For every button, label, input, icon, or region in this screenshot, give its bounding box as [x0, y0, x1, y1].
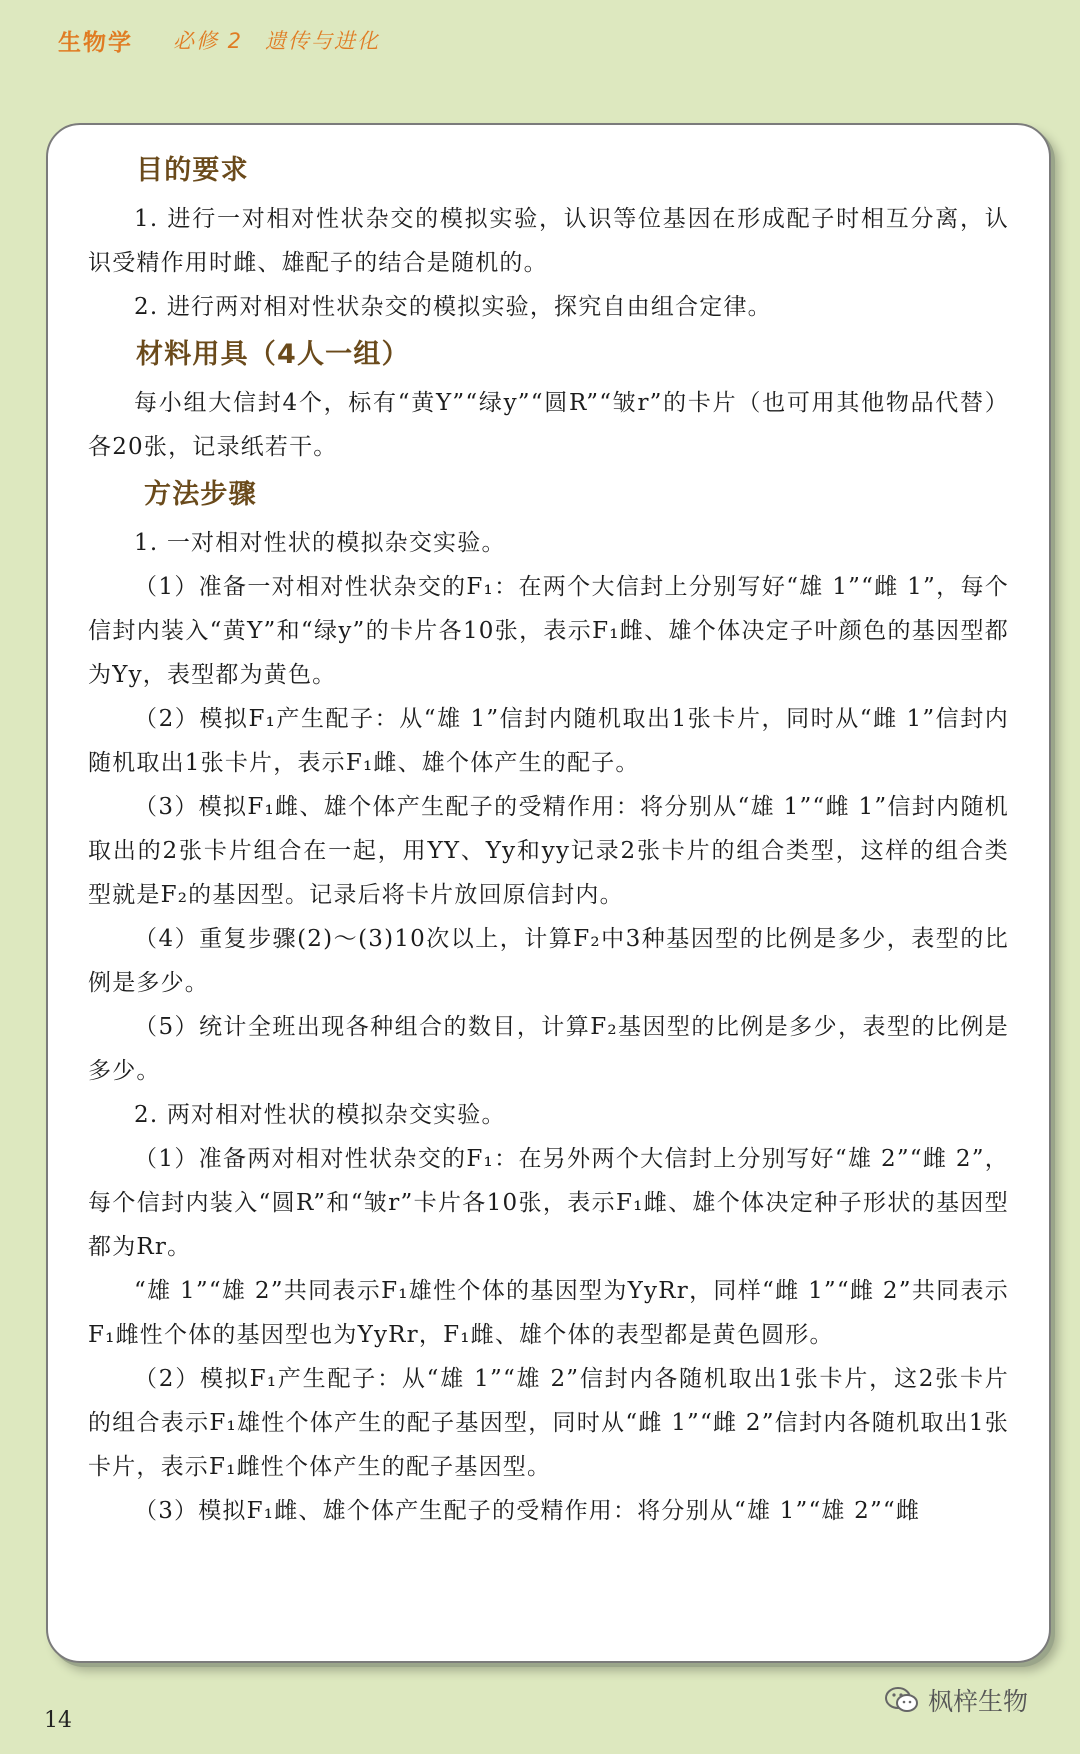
header-unit: 遗传与进化: [265, 29, 381, 53]
content-body: [88, 145, 1009, 1533]
page-number: 14: [44, 1708, 72, 1733]
section-heading-purpose: 目的要求: [136, 155, 249, 186]
paragraph: 1. 一对相对性状的模拟杂交实验。: [134, 530, 506, 556]
paragraph: 2. 两对相对性状的模拟杂交实验。: [134, 1102, 506, 1128]
paragraph: （1）准备两对相对性状杂交的F₁：在另外两个大信封上分别写好“雄 2”“雌 2”，每个信封内装入“圆R”和“皱r”卡片各10张，表示F₁雌、雄个体决定种子形状的基因型都为Rr。: [88, 1146, 1009, 1260]
paragraph: 1. 进行一对相对性状杂交的模拟实验，认识等位基因在形成配子时相互分离，认识受精作用时雌、雄配子的结合是随机的。: [88, 206, 1009, 276]
paragraph: （2）模拟F₁产生配子：从“雄 1”信封内随机取出1张卡片，同时从“雌 1”信封内随机取出1张卡片，表示F₁雌、雄个体产生的配子。: [88, 706, 1009, 776]
paragraph: （1）准备一对相对性状杂交的F₁：在两个大信封上分别写好“雄 1”“雌 1”，每个信封内装入“黄Y”和“绿y”的卡片各10张，表示F₁雌、雄个体决定子叶颜色的基因型都为Yy，表型都为黄色。: [88, 574, 1009, 688]
wechat-icon: [884, 1685, 920, 1715]
paragraph: “雄 1”“雄 2”共同表示F₁雄性个体的基因型为YyRr，同样“雌 1”“雌 2”共同表示F₁雌性个体的基因型也为YyRr，F₁雌、雄个体的表型都是黄色圆形。: [88, 1278, 1009, 1348]
paragraph: （2）模拟F₁产生配子：从“雄 1”“雄 2”信封内各随机取出1张卡片，这2张卡片的组合表示F₁雄性个体产生的配子基因型，同时从“雌 1”“雌 2”信封内各随机取出1张卡片，表示F₁雌性个体产生的配子基因型。: [88, 1366, 1009, 1480]
paragraph: （4）重复步骤(2)～(3)10次以上，计算F₂中3种基因型的比例是多少，表型的比例是多少。: [88, 926, 1009, 996]
header-course: 必修 2: [173, 29, 244, 53]
header-subject: 生物学: [58, 29, 133, 56]
paragraph: 每小组大信封4个，标有“黄Y”“绿y”“圆R”“皱r”的卡片（也可用其他物品代替）各20张，记录纸若干。: [88, 390, 1009, 460]
watermark-text: 枫梓生物: [928, 1687, 1029, 1716]
paragraph: （3）模拟F₁雌、雄个体产生配子的受精作用：将分别从“雄 1”“雄 2”“雌: [134, 1498, 921, 1524]
paragraph: （5）统计全班出现各种组合的数目，计算F₂基因型的比例是多少，表型的比例是多少。: [88, 1014, 1009, 1084]
paragraph: （3）模拟F₁雌、雄个体产生配子的受精作用：将分别从“雄 1”“雌 1”信封内随机取出的2张卡片组合在一起，用YY、Yy和yy记录2张卡片的组合类型，这样的组合类型就是F₂的基因型。记录后将卡片放回原信封内。: [88, 794, 1009, 908]
section-heading-materials: 材料用具（4人一组）: [136, 339, 410, 370]
running-header: [58, 20, 380, 60]
paragraph: 2. 进行两对相对性状杂交的模拟实验，探究自由组合定律。: [134, 294, 772, 320]
section-heading-methods: 方法步骤: [144, 479, 257, 510]
content-panel: [46, 123, 1051, 1663]
watermark: [884, 1680, 1028, 1720]
